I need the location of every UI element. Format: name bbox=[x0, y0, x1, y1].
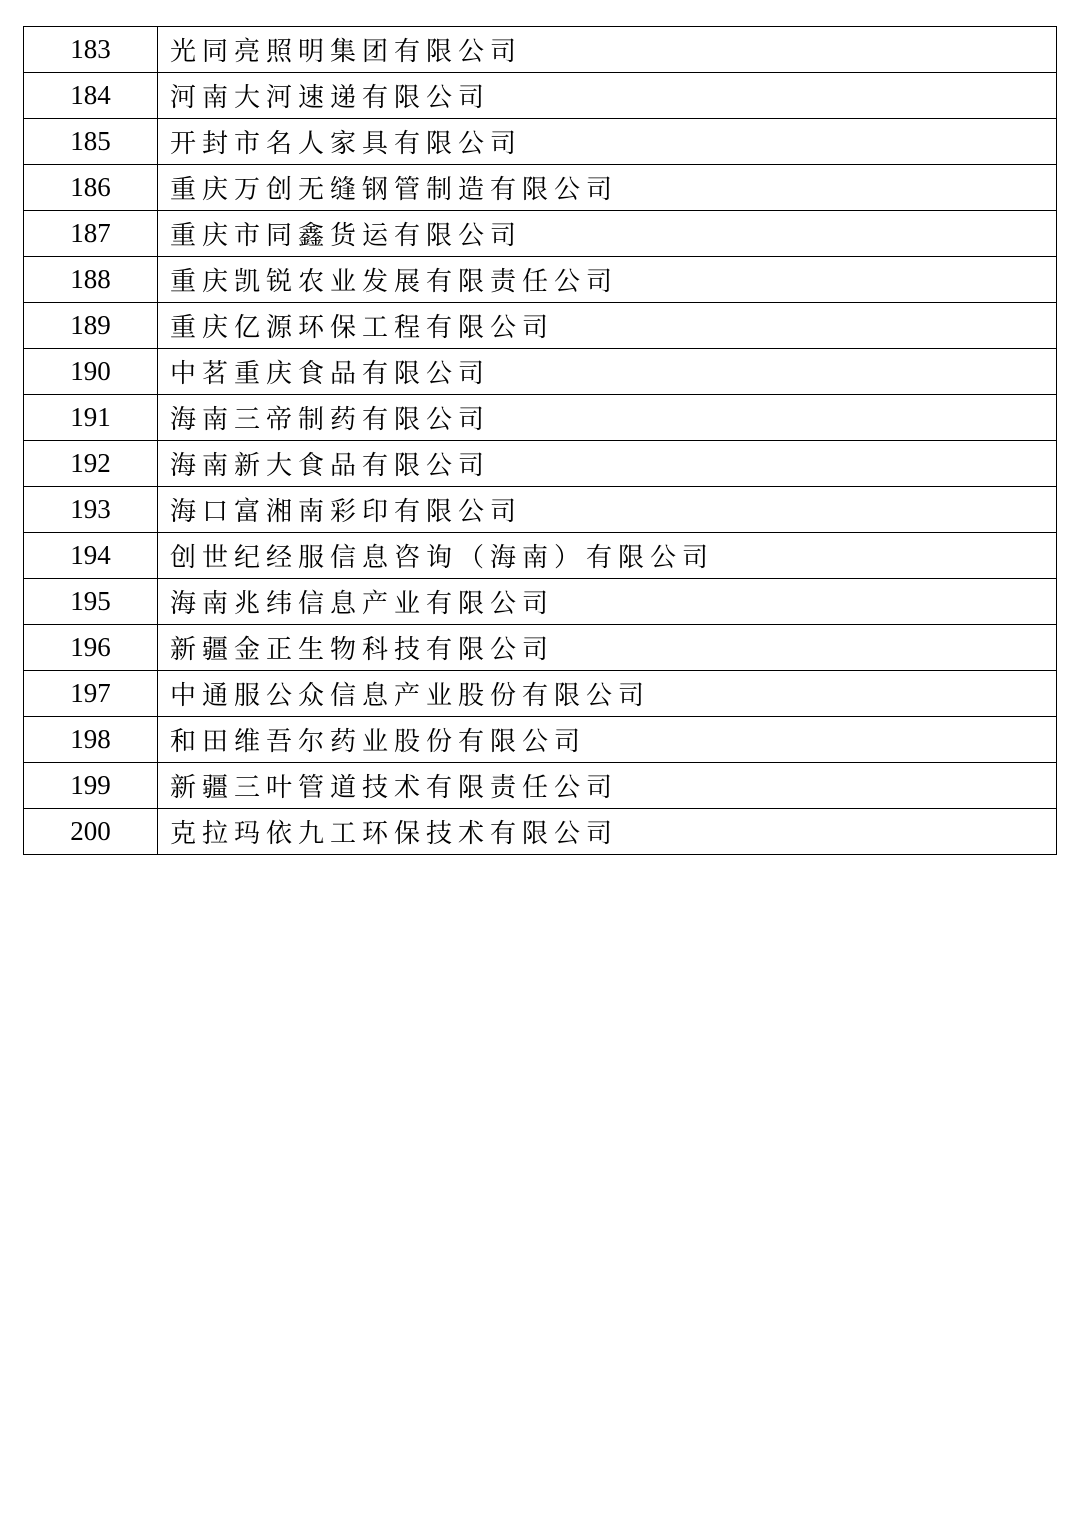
table-row bbox=[24, 165, 1057, 211]
company-name: 新疆金正生物科技有限公司 bbox=[158, 625, 1057, 671]
company-name: 重庆市同鑫货运有限公司 bbox=[158, 211, 1057, 257]
row-number: 183 bbox=[24, 27, 158, 73]
company-name: 河南大河速递有限公司 bbox=[158, 73, 1057, 119]
company-name: 光同亮照明集团有限公司 bbox=[158, 27, 1057, 73]
company-name: 重庆万创无缝钢管制造有限公司 bbox=[158, 165, 1057, 211]
table-row bbox=[24, 579, 1057, 625]
table-row bbox=[24, 119, 1057, 165]
table-row bbox=[24, 211, 1057, 257]
table-row bbox=[24, 395, 1057, 441]
company-table bbox=[23, 26, 1057, 855]
table-row bbox=[24, 73, 1057, 119]
table-row bbox=[24, 671, 1057, 717]
row-number: 195 bbox=[24, 579, 158, 625]
table-row bbox=[24, 809, 1057, 855]
company-name: 重庆凯锐农业发展有限责任公司 bbox=[158, 257, 1057, 303]
table-row bbox=[24, 487, 1057, 533]
company-name: 海南兆纬信息产业有限公司 bbox=[158, 579, 1057, 625]
row-number: 188 bbox=[24, 257, 158, 303]
row-number: 197 bbox=[24, 671, 158, 717]
table-row bbox=[24, 441, 1057, 487]
row-number: 198 bbox=[24, 717, 158, 763]
company-name: 开封市名人家具有限公司 bbox=[158, 119, 1057, 165]
table-row bbox=[24, 717, 1057, 763]
company-name: 海南三帝制药有限公司 bbox=[158, 395, 1057, 441]
table-row bbox=[24, 349, 1057, 395]
row-number: 187 bbox=[24, 211, 158, 257]
table-row bbox=[24, 533, 1057, 579]
row-number: 190 bbox=[24, 349, 158, 395]
company-name: 创世纪经服信息咨询（海南）有限公司 bbox=[158, 533, 1057, 579]
row-number: 184 bbox=[24, 73, 158, 119]
table-row bbox=[24, 625, 1057, 671]
row-number: 196 bbox=[24, 625, 158, 671]
company-name: 新疆三叶管道技术有限责任公司 bbox=[158, 763, 1057, 809]
company-name: 中通服公众信息产业股份有限公司 bbox=[158, 671, 1057, 717]
company-name: 重庆亿源环保工程有限公司 bbox=[158, 303, 1057, 349]
company-name: 中茗重庆食品有限公司 bbox=[158, 349, 1057, 395]
row-number: 185 bbox=[24, 119, 158, 165]
row-number: 186 bbox=[24, 165, 158, 211]
table-row bbox=[24, 257, 1057, 303]
company-name: 克拉玛依九工环保技术有限公司 bbox=[158, 809, 1057, 855]
row-number: 194 bbox=[24, 533, 158, 579]
row-number: 199 bbox=[24, 763, 158, 809]
row-number: 200 bbox=[24, 809, 158, 855]
company-name: 海口富湘南彩印有限公司 bbox=[158, 487, 1057, 533]
row-number: 189 bbox=[24, 303, 158, 349]
table-row bbox=[24, 303, 1057, 349]
company-name: 和田维吾尔药业股份有限公司 bbox=[158, 717, 1057, 763]
table-row bbox=[24, 763, 1057, 809]
company-table-body bbox=[24, 27, 1057, 855]
table-row bbox=[24, 27, 1057, 73]
company-name: 海南新大食品有限公司 bbox=[158, 441, 1057, 487]
row-number: 193 bbox=[24, 487, 158, 533]
row-number: 192 bbox=[24, 441, 158, 487]
row-number: 191 bbox=[24, 395, 158, 441]
